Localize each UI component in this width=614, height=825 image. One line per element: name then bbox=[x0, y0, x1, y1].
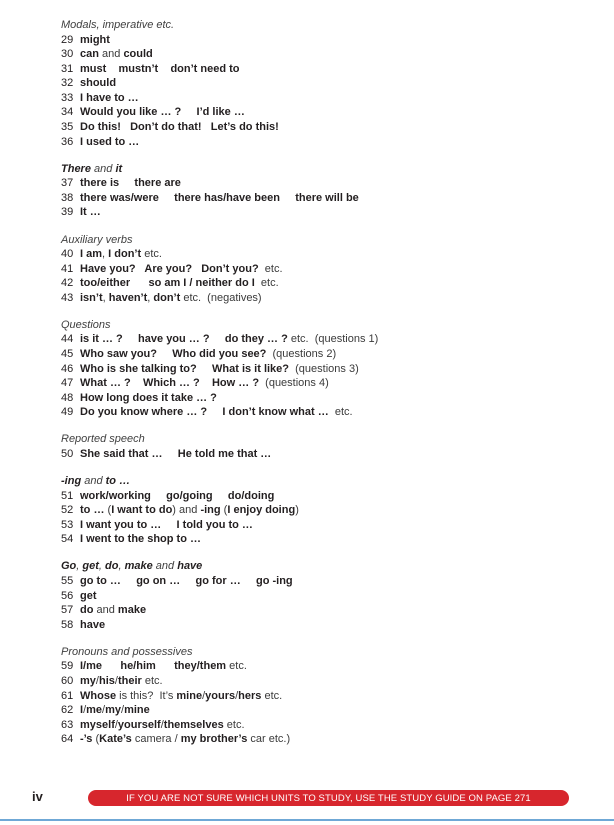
unit-title bbox=[80, 332, 378, 347]
unit-title bbox=[80, 405, 353, 420]
unit-title-part: do bbox=[80, 604, 94, 617]
study-guide-banner-text: IF YOU ARE NOT SURE WHICH UNITS TO STUDY, USE THE STUDY GUIDE ON PAGE 271 bbox=[126, 792, 531, 804]
unit-title-part: is it … ? have you … ? do they … ? bbox=[80, 333, 288, 346]
section-title bbox=[61, 645, 591, 660]
unit-title-part: I don’t bbox=[108, 248, 142, 261]
unit-title-part: and bbox=[98, 48, 124, 61]
unit-title-part: go to … go on … go for … go -ing bbox=[80, 574, 293, 587]
unit-title-part: Have you? Are you? Don’t you? bbox=[80, 262, 259, 275]
unit-number: 47 bbox=[61, 377, 74, 390]
unit-title-part: I went to the shop to … bbox=[80, 533, 201, 546]
section bbox=[61, 162, 591, 220]
unit-title-part: / bbox=[102, 704, 106, 717]
section-title-part: and bbox=[152, 560, 178, 573]
section bbox=[61, 645, 591, 747]
unit-entry[interactable] bbox=[61, 105, 591, 120]
unit-title bbox=[80, 674, 163, 689]
section-title-part: get bbox=[82, 560, 99, 573]
unit-title-part: -ing bbox=[200, 504, 221, 517]
unit-title-part: I want you to … I told you to … bbox=[80, 518, 253, 531]
unit-number: 52 bbox=[61, 504, 74, 517]
unit-title-part: might bbox=[80, 33, 110, 46]
unit-number: 30 bbox=[61, 48, 74, 61]
unit-title bbox=[80, 489, 274, 504]
unit-title-part: etc. bbox=[226, 660, 247, 673]
unit-title-part: my bbox=[80, 674, 96, 687]
unit-title bbox=[80, 76, 116, 91]
unit-number: 48 bbox=[61, 391, 74, 404]
unit-number: 50 bbox=[61, 447, 74, 460]
unit-title-part: (questions 4) bbox=[259, 377, 329, 390]
unit-title-part: I have to … bbox=[80, 91, 139, 104]
unit-title bbox=[80, 732, 290, 747]
unit-title-part: make bbox=[117, 604, 147, 617]
page-number: iv bbox=[32, 789, 43, 804]
section-title-part: Pronouns and possessives bbox=[61, 645, 193, 658]
unit-entry[interactable] bbox=[61, 205, 591, 220]
unit-title-part: me bbox=[86, 704, 103, 717]
unit-title-part: their bbox=[117, 674, 142, 687]
section-title-part: Reported speech bbox=[61, 433, 145, 446]
section bbox=[61, 18, 591, 149]
unit-number: 31 bbox=[61, 62, 74, 75]
unit-title bbox=[80, 376, 329, 391]
unit-title-part: etc. bbox=[258, 262, 283, 275]
unit-title-part: is this? It’s bbox=[116, 689, 177, 702]
unit-entry[interactable] bbox=[61, 589, 591, 604]
unit-entry[interactable] bbox=[61, 689, 591, 704]
section-title-part: make bbox=[124, 560, 153, 573]
unit-title-part: (questions 3) bbox=[289, 362, 359, 375]
unit-title-part: She said that … He told me that … bbox=[80, 447, 272, 460]
unit-title-part: get bbox=[80, 589, 97, 602]
unit-title-part: isn’t bbox=[80, 291, 103, 304]
unit-entry[interactable] bbox=[61, 447, 591, 462]
unit-number: 38 bbox=[61, 191, 74, 204]
unit-title bbox=[80, 176, 181, 191]
unit-number: 64 bbox=[61, 733, 74, 746]
unit-entry[interactable] bbox=[61, 518, 591, 533]
unit-number: 33 bbox=[61, 91, 74, 104]
unit-title-part: Do you know where … ? I don’t know what … bbox=[80, 406, 329, 419]
unit-number: 32 bbox=[61, 77, 74, 90]
unit-title bbox=[80, 205, 101, 220]
unit-title bbox=[80, 618, 105, 633]
unit-title bbox=[80, 603, 146, 618]
unit-entry[interactable] bbox=[61, 247, 591, 262]
unit-title-part: yours bbox=[205, 689, 236, 702]
unit-title bbox=[80, 532, 201, 547]
unit-entry[interactable] bbox=[61, 332, 591, 347]
section-title bbox=[61, 233, 591, 248]
unit-number: 41 bbox=[61, 262, 74, 275]
study-guide-banner bbox=[88, 790, 569, 806]
unit-title-part: I used to … bbox=[80, 135, 140, 148]
unit-title-part: mine bbox=[176, 689, 203, 702]
section-title bbox=[61, 18, 591, 33]
unit-title bbox=[80, 347, 336, 362]
section-title bbox=[61, 318, 591, 333]
unit-title bbox=[80, 191, 359, 206]
unit-number: 35 bbox=[61, 121, 74, 134]
unit-number: 49 bbox=[61, 406, 74, 419]
unit-title-part: etc. bbox=[261, 689, 283, 702]
unit-title-part: etc. bbox=[254, 277, 279, 290]
unit-title-part: Would you like … ? I’d like … bbox=[80, 106, 245, 119]
unit-title bbox=[80, 659, 247, 674]
unit-entry[interactable] bbox=[61, 47, 591, 62]
unit-title-part: (questions 2) bbox=[266, 348, 337, 360]
unit-title bbox=[80, 718, 245, 733]
section-title-part: and bbox=[90, 162, 116, 175]
section-title-part: There bbox=[61, 162, 91, 175]
unit-title-part: -’s bbox=[80, 733, 93, 746]
unit-entry[interactable] bbox=[61, 62, 591, 77]
unit-number: 63 bbox=[61, 718, 74, 731]
section bbox=[61, 474, 591, 547]
unit-title bbox=[80, 703, 150, 718]
unit-title bbox=[80, 276, 279, 291]
unit-entry[interactable] bbox=[61, 489, 591, 504]
unit-entry[interactable] bbox=[61, 33, 591, 48]
section-title-part: it bbox=[115, 162, 123, 175]
section bbox=[61, 559, 591, 632]
unit-number: 45 bbox=[61, 348, 74, 360]
unit-number: 60 bbox=[61, 674, 74, 687]
unit-title-part: yourself bbox=[117, 718, 161, 731]
unit-entry[interactable] bbox=[61, 347, 591, 362]
unit-entry[interactable] bbox=[61, 674, 591, 689]
unit-title-part: to … bbox=[80, 504, 105, 517]
unit-title bbox=[80, 120, 279, 135]
unit-entry[interactable] bbox=[61, 362, 591, 377]
unit-title-part: should bbox=[80, 77, 117, 90]
unit-number: 56 bbox=[61, 589, 74, 602]
unit-title-part: don’t bbox=[153, 291, 181, 304]
unit-title bbox=[80, 33, 110, 48]
unit-title bbox=[80, 447, 271, 462]
unit-title-part: ( bbox=[220, 504, 228, 517]
unit-title bbox=[80, 105, 245, 120]
unit-entry[interactable] bbox=[61, 291, 591, 306]
section-title bbox=[61, 432, 591, 447]
unit-entry[interactable] bbox=[61, 603, 591, 618]
unit-number: 29 bbox=[61, 33, 74, 46]
unit-title-part: mine bbox=[124, 704, 150, 717]
unit-number: 58 bbox=[61, 618, 74, 631]
unit-entry[interactable] bbox=[61, 703, 591, 718]
unit-title-part: , bbox=[147, 291, 154, 304]
unit-title-part: I/me he/him they/them bbox=[80, 660, 227, 673]
section-title-part: do bbox=[105, 560, 119, 573]
unit-number: 36 bbox=[61, 135, 74, 148]
unit-title-part: camera / bbox=[131, 733, 181, 746]
unit-number: 61 bbox=[61, 689, 74, 702]
unit-entry[interactable] bbox=[61, 376, 591, 391]
unit-number: 34 bbox=[61, 106, 74, 119]
unit-title-part: Do this! Don’t do that! Let’s do this! bbox=[80, 121, 279, 134]
unit-title-part: could bbox=[123, 48, 153, 61]
section-title bbox=[61, 559, 591, 574]
unit-number: 62 bbox=[61, 704, 74, 717]
unit-number: 57 bbox=[61, 604, 74, 617]
unit-title-part: hers bbox=[238, 689, 262, 702]
unit-entry[interactable] bbox=[61, 503, 591, 518]
unit-number: 59 bbox=[61, 660, 74, 673]
unit-title-part: must mustn’t don’t need to bbox=[80, 62, 240, 75]
unit-title-part: my brother’s bbox=[180, 733, 248, 746]
unit-title-part: car etc.) bbox=[247, 733, 291, 746]
unit-title-part: , bbox=[102, 248, 109, 261]
unit-number: 46 bbox=[61, 362, 74, 375]
unit-title-part: / bbox=[114, 674, 118, 687]
unit-title-part: etc. (questions 1) bbox=[287, 333, 379, 346]
unit-title-part: / bbox=[114, 718, 118, 731]
unit-title bbox=[80, 574, 293, 589]
section-title-part: Modals, imperative etc. bbox=[61, 19, 175, 31]
section-title-part: , bbox=[118, 560, 125, 573]
unit-title-part: etc. bbox=[141, 248, 162, 261]
section bbox=[61, 318, 591, 420]
section-title bbox=[61, 162, 591, 177]
unit-title-part: I bbox=[80, 704, 84, 717]
unit-title-part: I am bbox=[80, 248, 103, 261]
unit-number: 53 bbox=[61, 518, 74, 531]
unit-entry[interactable] bbox=[61, 532, 591, 547]
unit-number: 51 bbox=[61, 489, 74, 502]
unit-title bbox=[80, 391, 217, 406]
unit-title-part: have bbox=[80, 618, 106, 631]
unit-number: 55 bbox=[61, 574, 74, 587]
unit-entry[interactable] bbox=[61, 391, 591, 406]
unit-entry[interactable] bbox=[61, 76, 591, 91]
section-title-part: -ing bbox=[61, 475, 82, 488]
section-title-part: , bbox=[76, 560, 83, 573]
unit-title-part: ( bbox=[104, 504, 112, 517]
section bbox=[61, 233, 591, 306]
unit-title bbox=[80, 589, 97, 604]
unit-title-part: his bbox=[98, 674, 115, 687]
unit-title bbox=[80, 262, 283, 277]
unit-title bbox=[80, 247, 162, 262]
unit-title-part: can bbox=[80, 48, 99, 61]
unit-entry[interactable] bbox=[61, 91, 591, 106]
section bbox=[61, 432, 591, 461]
unit-title-part: / bbox=[121, 704, 125, 717]
unit-title-part: etc. bbox=[328, 406, 353, 419]
unit-entry[interactable] bbox=[61, 574, 591, 589]
unit-entry[interactable] bbox=[61, 262, 591, 277]
unit-title-part: / bbox=[83, 704, 87, 717]
unit-title bbox=[80, 362, 359, 377]
unit-title-part: Whose bbox=[80, 689, 117, 702]
unit-entry[interactable] bbox=[61, 732, 591, 747]
section-title-part: , bbox=[98, 560, 106, 573]
unit-number: 54 bbox=[61, 533, 74, 546]
unit-title-part: myself bbox=[80, 718, 115, 731]
unit-entry[interactable] bbox=[61, 405, 591, 420]
unit-number: 40 bbox=[61, 248, 74, 261]
unit-entry[interactable] bbox=[61, 718, 591, 733]
unit-title-part: Who saw you? Who did you see? bbox=[80, 348, 267, 360]
unit-number: 44 bbox=[61, 333, 74, 346]
unit-title-part: work/working go/going do/doing bbox=[80, 489, 275, 502]
unit-entry[interactable] bbox=[61, 191, 591, 206]
unit-title-part: It … bbox=[80, 206, 101, 219]
unit-entry[interactable] bbox=[61, 176, 591, 191]
unit-entry[interactable] bbox=[61, 120, 591, 135]
unit-title-part: etc. bbox=[141, 674, 163, 687]
unit-title bbox=[80, 291, 262, 306]
unit-title-part: What … ? Which … ? How … ? bbox=[80, 377, 260, 390]
contents-list bbox=[61, 18, 591, 759]
unit-title bbox=[80, 47, 153, 62]
unit-title-part: etc. (negatives) bbox=[180, 291, 262, 304]
unit-title-part: too/either so am I / neither do I bbox=[80, 277, 255, 290]
section-title-part: have bbox=[177, 560, 203, 573]
unit-title-part: ) and bbox=[172, 504, 201, 517]
unit-title bbox=[80, 62, 240, 77]
unit-entry[interactable] bbox=[61, 135, 591, 150]
section-title bbox=[61, 474, 591, 489]
unit-title bbox=[80, 503, 299, 518]
unit-title-part: / bbox=[160, 718, 164, 731]
unit-title bbox=[80, 91, 139, 106]
section-title-part: to … bbox=[105, 475, 131, 488]
unit-title-part: I enjoy doing bbox=[227, 504, 296, 517]
unit-title-part: my bbox=[105, 704, 121, 717]
section-title-part: Auxiliary verbs bbox=[61, 233, 133, 246]
unit-title-part: Who is she talking to? What is it like? bbox=[80, 362, 290, 375]
unit-number: 37 bbox=[61, 177, 74, 190]
unit-title-part: ) bbox=[295, 504, 299, 517]
unit-entry[interactable] bbox=[61, 276, 591, 291]
unit-title-part: I want to do bbox=[111, 504, 173, 517]
unit-number: 42 bbox=[61, 277, 74, 290]
unit-title-part: How long does it take … ? bbox=[80, 391, 217, 404]
unit-title-part: etc. bbox=[223, 718, 245, 731]
unit-title-part: there is there are bbox=[80, 177, 181, 190]
unit-entry[interactable] bbox=[61, 618, 591, 633]
unit-title bbox=[80, 135, 139, 150]
section-title-part: and bbox=[81, 475, 106, 488]
unit-number: 39 bbox=[61, 206, 74, 219]
unit-title-part: / bbox=[202, 689, 206, 702]
unit-title-part: Kate’s bbox=[99, 733, 132, 746]
unit-title-part: there was/were there has/have been there will be bbox=[80, 191, 359, 204]
unit-title-part: ( bbox=[92, 733, 100, 746]
section-title-part: Questions bbox=[61, 318, 111, 331]
unit-title-part: , bbox=[102, 291, 109, 304]
unit-title-part: haven’t bbox=[108, 291, 148, 304]
bottom-rule bbox=[0, 819, 614, 821]
unit-entry[interactable] bbox=[61, 659, 591, 674]
unit-title-part: and bbox=[93, 604, 118, 617]
unit-title-part: / bbox=[95, 674, 99, 687]
unit-title-part: / bbox=[235, 689, 239, 702]
unit-title bbox=[80, 518, 253, 533]
unit-number: 43 bbox=[61, 291, 74, 304]
unit-title-part: themselves bbox=[163, 718, 224, 731]
unit-title bbox=[80, 689, 282, 704]
section-title-part: Go bbox=[61, 560, 77, 573]
